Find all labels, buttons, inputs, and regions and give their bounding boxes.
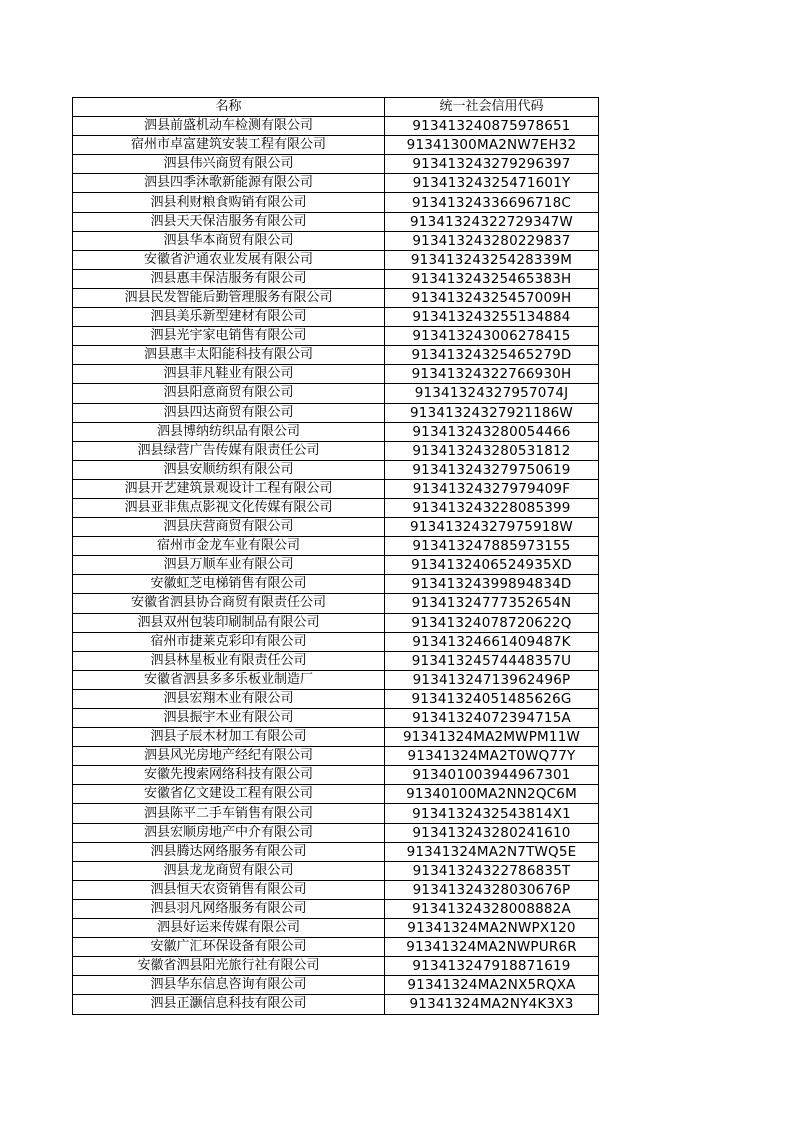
company-name-cell: 泗县羽凡网络服务有限公司 [73,899,385,918]
company-name-cell: 泗县振宇木业有限公司 [73,709,385,728]
table-row [73,327,599,346]
company-name-cell: 安徽省沪通农业发展有限公司 [73,250,385,269]
company-name-cell: 安徽虹芝电梯销售有限公司 [73,575,385,594]
credit-code-cell: 91341324325465279D [385,346,599,365]
company-name-cell: 泗县民发智能后勤管理服务有限公司 [73,288,385,307]
table-row [73,670,599,689]
credit-code-cell: 91341324078720622Q [385,613,599,632]
credit-code-cell: 913413243228085399 [385,498,599,517]
company-name-cell: 泗县伟兴商贸有限公司 [73,155,385,174]
table-header-row [73,98,599,117]
company-name-cell: 安徽广汇环保设备有限公司 [73,938,385,957]
table-body [73,117,599,1014]
table-row [73,231,599,250]
table-row [73,575,599,594]
credit-code-cell: 91341324661409487K [385,632,599,651]
header-name: 名称 [73,98,385,117]
company-name-cell: 安徽省亿文建设工程有限公司 [73,785,385,804]
table-row [73,288,599,307]
company-name-cell: 泗县华东信息咨询有限公司 [73,976,385,995]
credit-code-cell: 91341324322786835T [385,861,599,880]
table-row [73,174,599,193]
credit-code-cell: 91341324327957074J [385,384,599,403]
table-row [73,804,599,823]
table-row [73,995,599,1014]
table-row [73,384,599,403]
credit-code-cell: 913413247885973155 [385,537,599,556]
table-row [73,365,599,384]
credit-code-cell: 91341324328030676P [385,880,599,899]
credit-code-cell: 91341324327975918W [385,518,599,537]
credit-code-cell: 91341324325465383H [385,269,599,288]
table-row [73,212,599,231]
company-name-cell: 泗县万顺车业有限公司 [73,556,385,575]
credit-code-cell: 91341324327979409F [385,479,599,498]
credit-code-cell: 91341324777352654N [385,594,599,613]
company-name-cell: 安徽省泗县协合商贸有限责任公司 [73,594,385,613]
table-row [73,537,599,556]
company-name-cell: 泗县宏顺房地产中介有限公司 [73,823,385,842]
table-row [73,728,599,747]
credit-code-cell: 91341324325471601Y [385,174,599,193]
table-row [73,976,599,995]
table-row [73,136,599,155]
table-row [73,651,599,670]
credit-code-cell: 91341324336696718C [385,193,599,212]
credit-code-cell: 91341324MA2N7TWQ5E [385,842,599,861]
company-name-cell: 泗县惠丰保洁服务有限公司 [73,269,385,288]
table-row [73,250,599,269]
company-name-cell: 泗县好运来传媒有限公司 [73,919,385,938]
table-row [73,785,599,804]
company-name-cell: 安徽省泗县阳光旅行社有限公司 [73,957,385,976]
credit-code-cell: 91341324072394715A [385,709,599,728]
credit-code-cell: 91341324328008882A [385,899,599,918]
credit-code-cell: 91341324713962496P [385,670,599,689]
company-name-cell: 泗县亚非焦点影视文化传媒有限公司 [73,498,385,517]
credit-code-cell: 91341300MA2NW7EH32 [385,136,599,155]
company-name-cell: 泗县四季沐歌新能源有限公司 [73,174,385,193]
credit-code-cell: 913413243006278415 [385,327,599,346]
credit-code-cell: 913413243280241610 [385,823,599,842]
table-row [73,479,599,498]
table-row [73,957,599,976]
company-name-cell: 泗县华本商贸有限公司 [73,231,385,250]
company-name-cell: 泗县博纳纺织品有限公司 [73,422,385,441]
company-name-cell: 泗县腾达网络服务有限公司 [73,842,385,861]
table-row [73,422,599,441]
table-row [73,155,599,174]
table-row [73,441,599,460]
company-name-cell: 泗县惠丰太阳能科技有限公司 [73,346,385,365]
header-credit-code: 统一社会信用代码 [385,98,599,117]
credit-code-cell: 91341324325428339M [385,250,599,269]
company-name-cell: 泗县正灏信息科技有限公司 [73,995,385,1014]
credit-code-cell: 913413243280229837 [385,231,599,250]
table-row [73,842,599,861]
company-name-cell: 宿州市金龙车业有限公司 [73,537,385,556]
credit-code-cell: 913413243280531812 [385,441,599,460]
table-row [73,880,599,899]
table-row [73,709,599,728]
credit-code-cell: 913413243279750619 [385,460,599,479]
table-row [73,899,599,918]
credit-code-cell: 913413243255134884 [385,308,599,327]
table-row [73,403,599,422]
table-row [73,861,599,880]
credit-code-cell: 913413247918871619 [385,957,599,976]
company-name-cell: 泗县林星板业有限责任公司 [73,651,385,670]
credit-code-cell: 91341324322729347W [385,212,599,231]
company-name-cell: 安徽先搜索网络科技有限公司 [73,766,385,785]
company-name-cell: 泗县开艺建筑景观设计工程有限公司 [73,479,385,498]
company-name-cell: 泗县四达商贸有限公司 [73,403,385,422]
company-name-cell: 泗县菲凡鞋业有限公司 [73,365,385,384]
table-row [73,823,599,842]
table-row [73,498,599,517]
credit-code-cell: 9134132432543814X1 [385,804,599,823]
credit-code-cell: 91340100MA2NN2QC6M [385,785,599,804]
credit-code-cell: 91341324MA2NY4K3X3 [385,995,599,1014]
credit-code-cell: 91341324322766930H [385,365,599,384]
company-name-cell: 宿州市捷莱克彩印有限公司 [73,632,385,651]
table-row [73,747,599,766]
company-name-cell: 安徽省泗县多多乐板业制造厂 [73,670,385,689]
company-table-container [72,97,599,1015]
credit-code-cell: 913401003944967301 [385,766,599,785]
company-name-cell: 泗县利财粮食购销有限公司 [73,193,385,212]
table-row [73,632,599,651]
table-row [73,117,599,136]
table-row [73,269,599,288]
company-name-cell: 泗县龙龙商贸有限公司 [73,861,385,880]
credit-code-cell: 91341324MA2NWPX120 [385,919,599,938]
table-row [73,919,599,938]
company-name-cell: 泗县绿营广告传媒有限责任公司 [73,441,385,460]
table-row [73,193,599,212]
table-row [73,938,599,957]
credit-code-cell: 91341324MA2NX5RQXA [385,976,599,995]
credit-code-cell: 91341324399894834D [385,575,599,594]
company-name-cell: 泗县风光房地产经纪有限公司 [73,747,385,766]
company-name-cell: 泗县双州包装印刷制品有限公司 [73,613,385,632]
company-name-cell: 泗县宏翔木业有限公司 [73,689,385,708]
company-name-cell: 泗县恒天农资销售有限公司 [73,880,385,899]
table-row [73,689,599,708]
table-row [73,460,599,479]
table-row [73,766,599,785]
credit-code-cell: 91341324MA2MWPM11W [385,728,599,747]
table-row [73,594,599,613]
company-name-cell: 宿州市卓富建筑安装工程有限公司 [73,136,385,155]
credit-code-cell: 913413243280054466 [385,422,599,441]
company-credit-code-table [72,97,599,1015]
company-name-cell: 泗县安顺纺织有限公司 [73,460,385,479]
table-row [73,346,599,365]
credit-code-cell: 91341324574448357U [385,651,599,670]
credit-code-cell: 913413243279296397 [385,155,599,174]
company-name-cell: 泗县天天保洁服务有限公司 [73,212,385,231]
table-row [73,556,599,575]
company-name-cell: 泗县美乐新型建材有限公司 [73,308,385,327]
credit-code-cell: 913413240875978651 [385,117,599,136]
credit-code-cell: 9134132406524935XD [385,556,599,575]
company-name-cell: 泗县阳意商贸有限公司 [73,384,385,403]
table-row [73,308,599,327]
company-name-cell: 泗县庆营商贸有限公司 [73,518,385,537]
credit-code-cell: 91341324325457009H [385,288,599,307]
company-name-cell: 泗县子辰木材加工有限公司 [73,728,385,747]
company-name-cell: 泗县光宇家电销售有限公司 [73,327,385,346]
company-name-cell: 泗县陈平二手车销售有限公司 [73,804,385,823]
credit-code-cell: 91341324MA2T0WQ77Y [385,747,599,766]
table-row [73,518,599,537]
credit-code-cell: 91341324051485626G [385,689,599,708]
table-row [73,613,599,632]
company-name-cell: 泗县前盛机动车检测有限公司 [73,117,385,136]
credit-code-cell: 91341324327921186W [385,403,599,422]
credit-code-cell: 91341324MA2NWPUR6R [385,938,599,957]
